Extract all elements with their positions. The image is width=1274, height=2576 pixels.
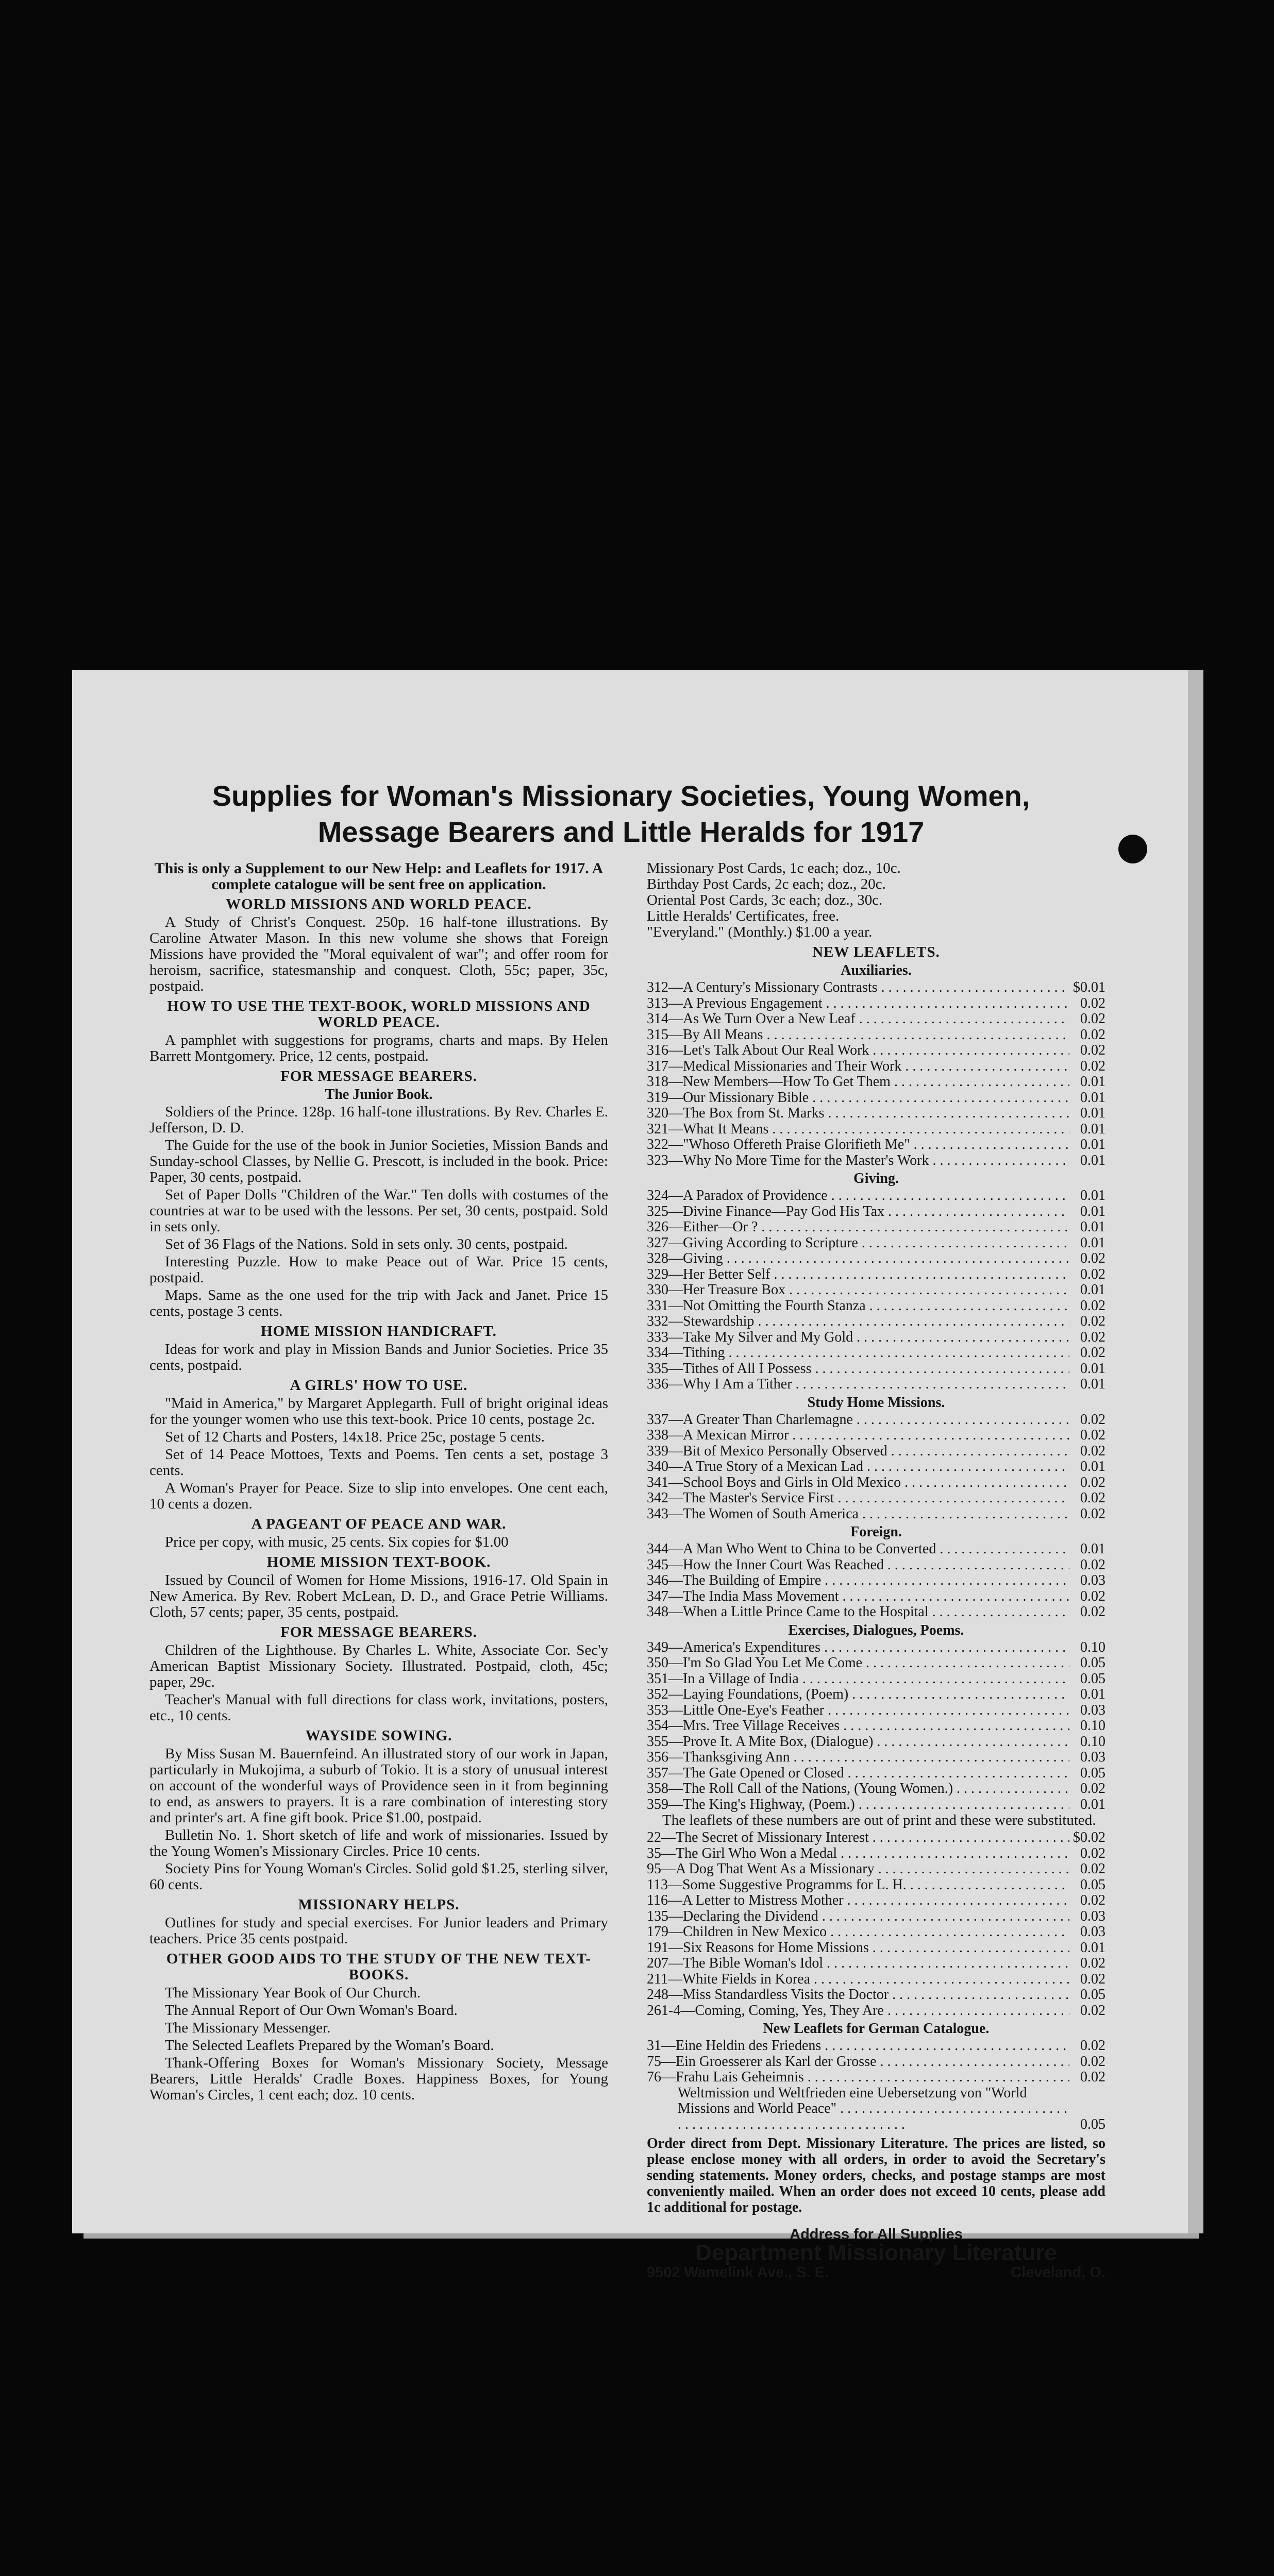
item-title: 339—Bit of Mexico Personally Observed . . . xyxy=(647,1444,1069,1460)
list-item xyxy=(647,2086,1105,2133)
list-item xyxy=(647,1219,1105,1235)
item-price: 0.03 xyxy=(1080,1702,1105,1718)
list-item xyxy=(647,1137,1105,1153)
item-price: 0.03 xyxy=(1080,1908,1105,1924)
item-title: 332—Stewardship . . . xyxy=(647,1314,1069,1330)
section-paragraph: The Guide for the use of the book in Junior Societies, Mission Bands and Sunday-school Classes, by Nellie G. Prescott, is included in the book. Price: Paper, 30 cents, postpaid. xyxy=(149,1137,608,1185)
list-item xyxy=(647,1330,1105,1346)
item-title: 22—The Secret of Missionary Interest . . . xyxy=(647,1830,1069,1846)
item-price: 0.02 xyxy=(1080,1955,1105,1971)
section-paragraph: The Missionary Messenger. xyxy=(165,2020,331,2036)
item-price: 0.02 xyxy=(1080,2038,1105,2054)
item-price: 0.02 xyxy=(1080,1411,1105,1428)
item-price: 0.02 xyxy=(1080,1845,1105,1861)
section-heading: FOR MESSAGE BEARERS. xyxy=(280,1068,477,1084)
item-title: 355—Prove It. A Mite Box, (Dialogue) . . . xyxy=(647,1734,1069,1750)
item-price: 0.01 xyxy=(1080,1219,1105,1235)
german-list xyxy=(647,2038,1105,2086)
list-item xyxy=(647,980,1105,996)
post-card-line: Little Heralds' Certificates, free. xyxy=(647,908,840,924)
item-price: 0.02 xyxy=(1080,1588,1105,1604)
item-title: 342—The Master's Service First . . . xyxy=(647,1490,1069,1506)
list-item xyxy=(647,2070,1105,2086)
item-title: 359—The King's Highway, (Poem.) . . . xyxy=(647,1797,1069,1813)
leaflet-groups xyxy=(647,962,1105,1812)
section-paragraph: Maps. Same as the one used for the trip with Jack and Janet. Price 15 cents, postage 3 cents. xyxy=(149,1287,608,1319)
section-heading: HOME MISSION TEXT-BOOK. xyxy=(266,1554,491,1570)
list-item xyxy=(647,1377,1105,1393)
item-title: 325—Divine Finance—Pay God His Tax . . . xyxy=(647,1204,1069,1220)
section-paragraph: Soldiers of the Prince. 128p. 16 half-tone illustrations. By Rev. Charles E. Jefferson, D. D. xyxy=(149,1104,608,1136)
item-price: 0.02 xyxy=(1080,1345,1105,1361)
item-price: 0.01 xyxy=(1080,1939,1105,1956)
item-price: 0.03 xyxy=(1080,1924,1105,1940)
section-paragraph: Thank-Offering Boxes for Woman's Missionary Society, Message Bearers, Little Heralds' Cradle Boxes. Happiness Boxes, for Young Woman's Circles, 1 cent each; doz. 10 cents. xyxy=(149,2055,608,2103)
list-item xyxy=(647,1877,1105,1893)
list-item xyxy=(647,1797,1105,1813)
section-paragraph: A pamphlet with suggestions for programs, charts and maps. By Helen Barrett Montgomery. Price, 12 cents, postpaid. xyxy=(149,1032,608,1064)
group-subheading: Auxiliaries. xyxy=(841,962,912,978)
item-title: 312—A Century's Missionary Contrasts . . . xyxy=(647,980,1069,996)
list-item xyxy=(647,1987,1105,2003)
list-item xyxy=(647,1924,1105,1940)
list-item xyxy=(647,1188,1105,1204)
item-price: 0.02 xyxy=(1080,1505,1105,1522)
section-heading: HOME MISSION HANDICRAFT. xyxy=(261,1323,497,1340)
section-paragraph: The Selected Leaflets Prepared by the Woman's Board. xyxy=(165,2037,494,2054)
item-title: 113—Some Suggestive Programms for L. H. . . . xyxy=(647,1877,1069,1893)
item-title: 351—In a Village of India . . . xyxy=(647,1671,1069,1687)
section-heading: OTHER GOOD AIDS TO THE STUDY OF THE NEW TEXT-BOOKS. xyxy=(166,1951,592,1983)
item-title: 248—Miss Standardless Visits the Doctor . . . xyxy=(647,1987,1069,2003)
item-title: 343—The Women of South America . . . xyxy=(647,1506,1069,1522)
list-item xyxy=(647,2054,1105,2070)
item-price: 0.10 xyxy=(1080,1718,1105,1734)
section-paragraph: Set of 12 Charts and Posters, 14x18. Price 25c, postage 5 cents. xyxy=(165,1429,545,1445)
list-item xyxy=(647,1734,1105,1750)
item-price: 0.02 xyxy=(1080,1604,1105,1620)
item-price: 0.02 xyxy=(1080,1250,1105,1266)
item-title: 191—Six Reasons for Home Missions . . . xyxy=(647,1940,1069,1956)
item-title: 358—The Roll Call of the Nations, (Young Women.) . . . xyxy=(647,1781,1069,1797)
item-title: 324—A Paradox of Providence . . . xyxy=(647,1188,1069,1204)
list-item xyxy=(647,1490,1105,1506)
page-title: Supplies for Woman's Missionary Societies, Young Women, Message Bearers and Little Heralds for 1917 xyxy=(212,779,1030,848)
city: Cleveland, O. xyxy=(1011,2264,1105,2281)
list-item xyxy=(647,1589,1105,1605)
list-item xyxy=(647,1361,1105,1377)
section-paragraph: A Woman's Prayer for Peace. Size to slip into envelopes. One cent each, 10 cents a dozen. xyxy=(149,1480,608,1512)
list-item xyxy=(647,1687,1105,1703)
item-title: 35—The Girl Who Won a Medal . . . xyxy=(647,1846,1069,1862)
list-item xyxy=(647,1043,1105,1059)
item-price: 0.01 xyxy=(1080,1234,1105,1251)
post-card-line: "Everyland." (Monthly.) $1.00 a year. xyxy=(647,924,873,940)
item-title: 345—How the Inner Court Was Reached . . . xyxy=(647,1557,1069,1573)
item-title: 319—Our Missionary Bible . . . xyxy=(647,1090,1069,1106)
section-paragraph: Children of the Lighthouse. By Charles L. White, Associate Cor. Sec'y American Baptist Missionary Society. Illustrated. Postpaid, cloth, 45c; paper, 29c. xyxy=(149,1642,608,1690)
section-paragraph: By Miss Susan M. Bauernfeind. An illustrated story of our work in Japan, particularly in Mukojima, a suburb of Tokio. It is a story of unusual interest on account of the wonderful ways of Providence seen in it from beginning to end, as answers to prayers. It is a rare combination of interesting story and printer's art. A fine gift book. Price $1.00, postpaid. xyxy=(149,1745,608,1826)
item-price: 0.02 xyxy=(1080,1490,1105,1506)
section-paragraph: Bulletin No. 1. Short sketch of life and work of missionaries. Issued by the Young Women's Missionary Circles. Price 10 cents. xyxy=(149,1827,608,1859)
item-price: 0.01 xyxy=(1080,1376,1105,1392)
section-paragraph: Teacher's Manual with full directions for class work, invitations, posters, etc., 10 cents. xyxy=(149,1691,608,1724)
item-title: 76—Frahu Lais Geheimnis . . . xyxy=(647,2070,1069,2086)
document-sheet xyxy=(72,670,1188,2281)
department-name: Department Missionary Literature xyxy=(695,2240,1057,2265)
item-price: 0.02 xyxy=(1080,2053,1105,2070)
section-heading: HOW TO USE THE TEXT-BOOK, WORLD MISSIONS AND WORLD PEACE. xyxy=(167,998,591,1030)
item-price: 0.02 xyxy=(1080,1861,1105,1877)
list-item xyxy=(647,1204,1105,1220)
item-title: 352—Laying Foundations, (Poem) . . . xyxy=(647,1687,1069,1703)
list-item xyxy=(647,996,1105,1012)
item-title: 357—The Gate Opened or Closed . . . xyxy=(647,1766,1069,1782)
section-subheading: The Junior Book. xyxy=(325,1087,433,1103)
list-item xyxy=(647,1909,1105,1925)
item-price: 0.02 xyxy=(1080,995,1105,1011)
item-price: 0.02 xyxy=(1080,1329,1105,1345)
group-subheading: Foreign. xyxy=(850,1524,902,1540)
item-title: 336—Why I Am a Tither . . . xyxy=(647,1377,1069,1393)
section-paragraph: Ideas for work and play in Mission Bands and Junior Societies. Price 35 cents, postpaid. xyxy=(149,1341,608,1374)
list-item xyxy=(647,1235,1105,1251)
list-item xyxy=(647,1781,1105,1797)
list-item xyxy=(647,1830,1105,1846)
group-subheading: Giving. xyxy=(853,1171,899,1187)
item-title: 261-4—Coming, Coming, Yes, They Are . . . xyxy=(647,2003,1069,2019)
item-price: 0.02 xyxy=(1080,1474,1105,1490)
section-paragraph: Issued by Council of Women for Home Missions, 1916-17. Old Spain in New America. By Rev. Robert McLean, D. D., and Grace Petrie Williams. Cloth, 57 cents; paper, 35 cents, postpaid. xyxy=(149,1572,608,1620)
list-item xyxy=(647,1640,1105,1656)
list-item xyxy=(647,1345,1105,1361)
item-title: 350—I'm So Glad You Let Me Come . . . xyxy=(647,1655,1069,1671)
section-paragraph: The Annual Report of Our Own Woman's Board. xyxy=(165,2002,458,2019)
list-item xyxy=(647,1090,1105,1106)
item-title: 116—A Letter to Mistress Mother . . . xyxy=(647,1893,1069,1909)
item-title: 317—Medical Missionaries and Their Work . . . xyxy=(647,1059,1069,1075)
list-item xyxy=(647,1573,1105,1589)
section-heading: WAYSIDE SOWING. xyxy=(305,1727,452,1744)
list-item xyxy=(647,1074,1105,1090)
post-card-line: Oriental Post Cards, 3c each; doz., 30c. xyxy=(647,892,883,908)
item-price: 0.10 xyxy=(1080,1639,1105,1655)
item-price: 0.01 xyxy=(1080,1152,1105,1168)
item-price: 0.01 xyxy=(1080,1137,1105,1153)
item-title: 341—School Boys and Girls in Old Mexico . . . xyxy=(647,1475,1069,1491)
item-price: $0.02 xyxy=(1073,1829,1105,1845)
section-paragraph: Set of 36 Flags of the Nations. Sold in sets only. 30 cents, postpaid. xyxy=(165,1236,568,1252)
item-title: 331—Not Omitting the Fourth Stanza . . . xyxy=(647,1298,1069,1314)
item-title: 31—Eine Heldin des Friedens . . . xyxy=(647,2038,1069,2054)
list-item xyxy=(647,1282,1105,1298)
item-title: 327—Giving According to Scripture . . . xyxy=(647,1235,1069,1251)
street-address: 9502 Wamelink Ave., S. E. xyxy=(647,2264,829,2281)
item-title: 321—What It Means . . . xyxy=(647,1122,1069,1138)
item-price: 0.01 xyxy=(1080,1282,1105,1298)
item-title: 335—Tithes of All I Possess . . . xyxy=(647,1361,1069,1377)
punch-hole xyxy=(1118,835,1147,863)
section-paragraph: "Maid in America," by Margaret Applegarth. Full of bright original ideas for the younger women who use this text-book. Price 10 cents, postage 2c. xyxy=(149,1395,608,1428)
item-title: 179—Children in New Mexico . . . xyxy=(647,1924,1069,1940)
item-title: 329—Her Better Self . . . xyxy=(647,1267,1069,1283)
list-item xyxy=(647,1153,1105,1169)
item-price: 0.02 xyxy=(1080,1297,1105,1314)
section-paragraph: Price per copy, with music, 25 cents. Six copies for $1.00 xyxy=(165,1534,509,1550)
item-title: 337—A Greater Than Charlemagne . . . xyxy=(647,1412,1069,1428)
item-title: 354—Mrs. Tree Village Receives . . . xyxy=(647,1718,1069,1734)
item-price: 0.01 xyxy=(1080,1541,1105,1557)
item-title: 95—A Dog That Went As a Missionary . . . xyxy=(647,1861,1069,1877)
item-price: 0.10 xyxy=(1080,1733,1105,1750)
item-title: 322—"Whoso Offereth Praise Glorifieth Me" . . . xyxy=(647,1137,1069,1153)
item-price: 0.02 xyxy=(1080,1011,1105,1027)
item-title: 346—The Building of Empire . . . xyxy=(647,1573,1069,1589)
item-price: 0.02 xyxy=(1080,2069,1105,2085)
item-price: 0.05 xyxy=(1080,1670,1105,1687)
item-title: 347—The India Mass Movement . . . xyxy=(647,1589,1069,1605)
item-price: 0.05 xyxy=(1080,1987,1105,2003)
item-title: 320—The Box from St. Marks . . . xyxy=(647,1106,1069,1122)
item-price: 0.03 xyxy=(1080,1572,1105,1588)
item-title: 315—By All Means . . . xyxy=(647,1027,1069,1043)
item-price: 0.02 xyxy=(1080,1892,1105,1908)
list-item xyxy=(647,1106,1105,1122)
section-paragraph: Society Pins for Young Woman's Circles. Solid gold $1.25, sterling silver, 60 cents. xyxy=(149,1860,608,1893)
list-item xyxy=(647,1604,1105,1620)
item-price: 0.01 xyxy=(1080,1074,1105,1090)
list-item xyxy=(647,1444,1105,1460)
item-price: 0.02 xyxy=(1080,1556,1105,1573)
item-title: 316—Let's Talk About Our Real Work . . . xyxy=(647,1043,1069,1059)
item-price: $0.01 xyxy=(1073,979,1105,995)
item-title: Weltmission und Weltfrieden eine Uebersetzung von "World Missions and World Peace" . . . xyxy=(647,2086,1069,2133)
item-title: 328—Giving . . . xyxy=(647,1251,1069,1267)
list-item xyxy=(647,1940,1105,1956)
item-price: 0.02 xyxy=(1080,1313,1105,1329)
item-price: 0.02 xyxy=(1080,1266,1105,1282)
right-column xyxy=(647,860,1105,2281)
list-item xyxy=(647,1861,1105,1877)
left-column xyxy=(149,860,608,2105)
item-price: 0.03 xyxy=(1080,1749,1105,1765)
item-title: 211—White Fields in Korea . . . xyxy=(647,1972,1069,1988)
address-heading: Address for All Supplies xyxy=(790,2226,963,2243)
item-title: 333—Take My Silver and My Gold . . . xyxy=(647,1330,1069,1346)
section-heading: MISSIONARY HELPS. xyxy=(298,1896,460,1913)
item-price: 0.05 xyxy=(1080,1655,1105,1671)
item-title: 75—Ein Groesserer als Karl der Grosse . . . xyxy=(647,2054,1069,2070)
post-card-line: Missionary Post Cards, 1c each; doz., 10c. xyxy=(647,860,901,876)
item-title: 314—As We Turn Over a New Leaf . . . xyxy=(647,1011,1069,1027)
item-price: 0.02 xyxy=(1080,1026,1105,1043)
order-note: Order direct from Dept. Missionary Literature. The prices are listed, so please enclose money with all orders, in order to avoid the Secretary's sending statements. Money orders, checks, and postage stamps are most conveniently mailed. When an order does not exceed 10 cents, please add 1c additional for postage. xyxy=(647,2136,1105,2215)
list-item xyxy=(647,1671,1105,1687)
section-paragraph: Set of 14 Peace Mottoes, Texts and Poems. Ten cents a set, postage 3 cents. xyxy=(149,1446,608,1479)
item-price: 0.02 xyxy=(1080,1058,1105,1074)
list-item xyxy=(647,1459,1105,1475)
german-heading: New Leaflets for German Catalogue. xyxy=(763,2021,990,2037)
item-price: 0.05 xyxy=(1080,1876,1105,1893)
substituted-list xyxy=(647,1830,1105,2019)
item-price: 0.01 xyxy=(1080,1203,1105,1219)
section-paragraph: Interesting Puzzle. How to make Peace out of War. Price 15 cents, postpaid. xyxy=(149,1253,608,1286)
section-paragraph: Set of Paper Dolls "Children of the War." Ten dolls with costumes of the countries at war to be used with the lessons. Per set, 30 cents, postpaid. Sold in sets only. xyxy=(149,1187,608,1235)
item-price: 0.01 xyxy=(1080,1188,1105,1204)
section-paragraph: The Missionary Year Book of Our Church. xyxy=(165,1985,421,2001)
item-title: 353—Little One-Eye's Feather . . . xyxy=(647,1703,1069,1719)
section-paragraph: A Study of Christ's Conquest. 250p. 16 half-tone illustrations. By Caroline Atwater Mason. In this new volume she shows that Foreign Missions have provided the "Moral equivalent of war"; and offer room for heroism, sacrifice, statesmanship and conquest. Cloth, 55c; paper, 35c, postpaid. xyxy=(149,914,608,994)
item-price: 0.02 xyxy=(1080,2002,1105,2019)
item-title: 338—A Mexican Mirror . . . xyxy=(647,1428,1069,1444)
item-price: 0.01 xyxy=(1080,1686,1105,1702)
item-title: 349—America's Expenditures . . . xyxy=(647,1640,1069,1656)
out-of-print-note: The leaflets of these numbers are out of print and these were substituted. xyxy=(662,1812,1096,1828)
address-line xyxy=(647,2265,1105,2281)
list-item xyxy=(647,1893,1105,1909)
list-item xyxy=(647,1059,1105,1075)
list-item xyxy=(647,1703,1105,1719)
item-price: 0.01 xyxy=(1080,1459,1105,1475)
list-item xyxy=(647,1412,1105,1428)
item-price: 0.02 xyxy=(1080,1427,1105,1443)
group-subheading: Study Home Missions. xyxy=(807,1394,945,1411)
list-item xyxy=(647,1750,1105,1766)
list-item xyxy=(647,1541,1105,1557)
item-price: 0.01 xyxy=(1080,1360,1105,1377)
list-item xyxy=(647,1027,1105,1043)
intro-note: This is only a Supplement to our New Help: and Leaflets for 1917. A complete catalogue will be sent free on application. xyxy=(154,860,604,893)
list-item xyxy=(647,1267,1105,1283)
item-price: 0.02 xyxy=(1080,1781,1105,1797)
item-title: 135—Declaring the Dividend . . . xyxy=(647,1909,1069,1925)
item-title: 334—Tithing . . . xyxy=(647,1345,1069,1361)
sheet-edge xyxy=(1188,670,1203,2233)
item-price: 0.01 xyxy=(1080,1089,1105,1106)
section-heading: A PAGEANT OF PEACE AND WAR. xyxy=(251,1516,507,1532)
new-leaflets-heading: NEW LEAFLETS. xyxy=(812,944,940,960)
list-item xyxy=(647,1298,1105,1314)
post-card-line: Birthday Post Cards, 2c each; doz., 20c. xyxy=(647,876,886,892)
item-title: 326—Either—Or ? . . . xyxy=(647,1219,1069,1235)
section-heading: FOR MESSAGE BEARERS. xyxy=(280,1624,477,1640)
list-item xyxy=(647,1475,1105,1491)
list-item xyxy=(647,2038,1105,2054)
item-price: 0.01 xyxy=(1080,1105,1105,1121)
list-item xyxy=(647,1314,1105,1330)
item-title: 313—A Previous Engagement . . . xyxy=(647,996,1069,1012)
item-title: 344—A Man Who Went to China to be Converted . . . xyxy=(647,1541,1069,1557)
section-heading: A GIRLS' HOW TO USE. xyxy=(290,1377,468,1394)
item-title: 330—Her Treasure Box . . . xyxy=(647,1282,1069,1298)
list-item xyxy=(647,1956,1105,1972)
list-item xyxy=(647,1655,1105,1671)
item-price: 0.01 xyxy=(1080,1796,1105,1812)
section-paragraph: Outlines for study and special exercises. For Junior leaders and Primary teachers. Price 35 cents postpaid. xyxy=(149,1914,608,1947)
list-item xyxy=(647,1846,1105,1862)
list-item xyxy=(647,1718,1105,1734)
item-title: 356—Thanksgiving Ann . . . xyxy=(647,1750,1069,1766)
item-price: 0.05 xyxy=(1080,2116,1105,2132)
item-title: 207—The Bible Woman's Idol . . . xyxy=(647,1956,1069,1972)
item-price: 0.02 xyxy=(1080,1042,1105,1058)
item-title: 318—New Members—How To Get Them . . . xyxy=(647,1074,1069,1090)
list-item xyxy=(647,2003,1105,2019)
item-price: 0.02 xyxy=(1080,1443,1105,1459)
list-item xyxy=(647,1506,1105,1522)
list-item xyxy=(647,1972,1105,1988)
item-title: 340—A True Story of a Mexican Lad . . . xyxy=(647,1459,1069,1475)
list-item xyxy=(647,1557,1105,1573)
list-item xyxy=(647,1122,1105,1138)
group-subheading: Exercises, Dialogues, Poems. xyxy=(788,1622,964,1638)
item-title: 323—Why No More Time for the Master's Work . . . xyxy=(647,1153,1069,1169)
item-price: 0.02 xyxy=(1080,1971,1105,1987)
list-item xyxy=(647,1251,1105,1267)
list-item xyxy=(647,1011,1105,1027)
item-title: 348—When a Little Prince Came to the Hospital . . . xyxy=(647,1604,1069,1620)
section-heading: WORLD MISSIONS AND WORLD PEACE. xyxy=(226,896,532,912)
list-item xyxy=(647,1766,1105,1782)
list-item xyxy=(647,1428,1105,1444)
item-price: 0.05 xyxy=(1080,1765,1105,1781)
item-price: 0.01 xyxy=(1080,1121,1105,1137)
